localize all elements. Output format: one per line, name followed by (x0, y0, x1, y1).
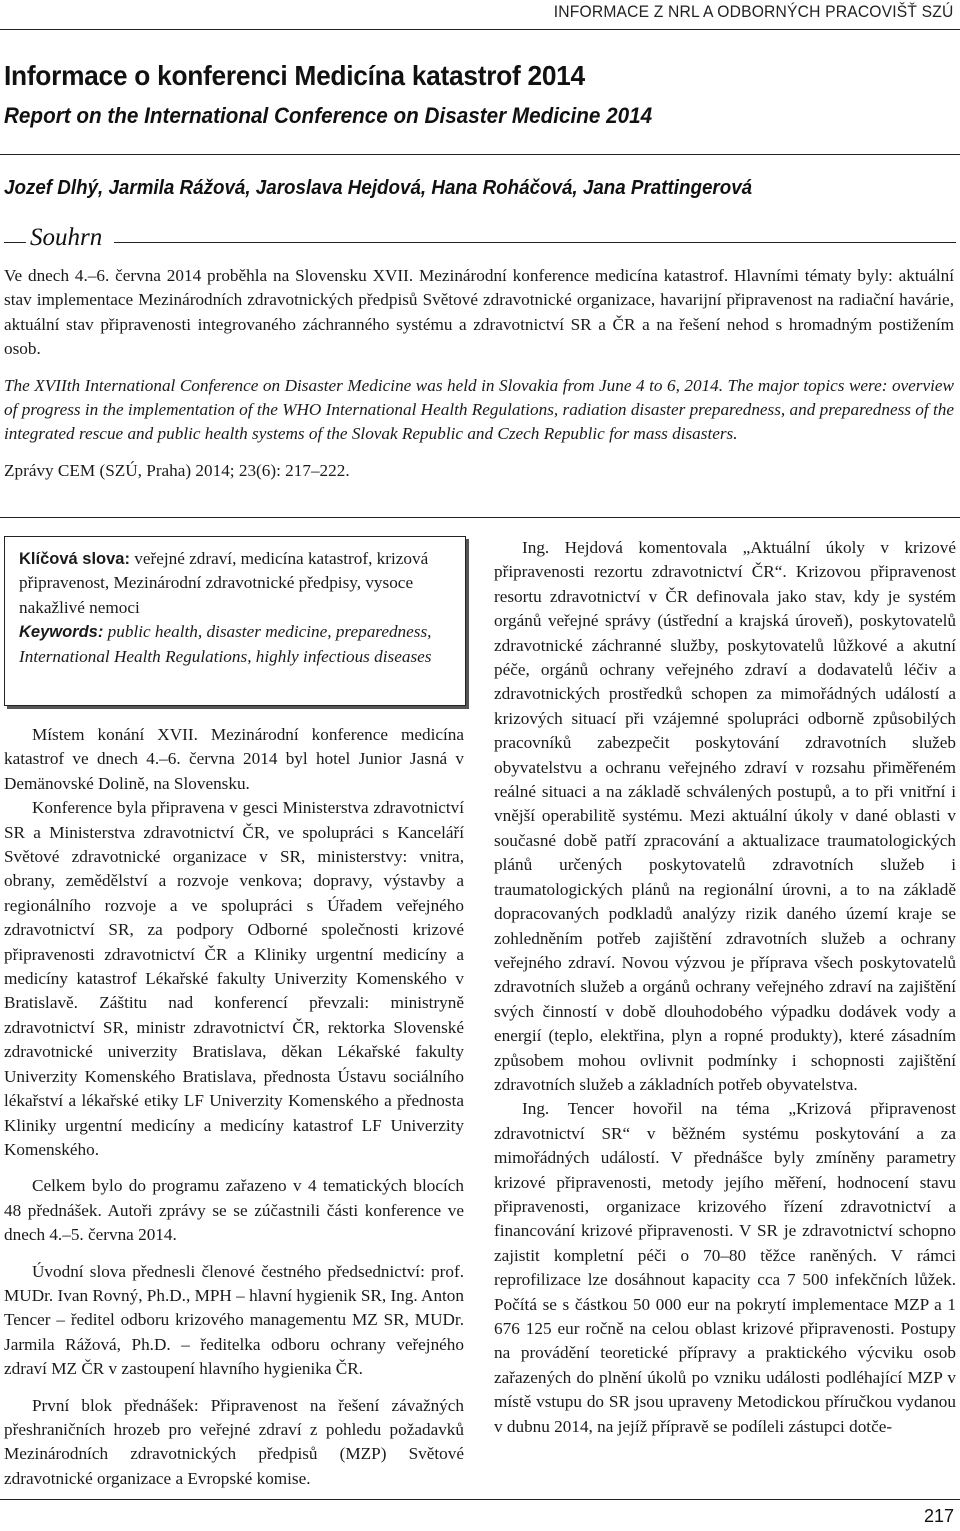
title-rule (0, 154, 960, 155)
citation: Zprávy CEM (SZÚ, Praha) 2014; 23(6): 217–222. (4, 460, 350, 480)
authors: Jozef Dlhý, Jarmila Rážová, Jaroslava Hejdová, Hana Roháčová, Jana Prattingerová (4, 177, 753, 199)
body-paragraph: Celkem bylo do programu zařazeno v 4 tematických blocích 48 přednášek. Autoři zprávy se se zúčastnili části konference ve dnech 4.–5. června 2014. (4, 1176, 464, 1245)
abstract-bottom-rule (0, 517, 960, 518)
body-paragraph: Ing. Tencer hovořil na téma „Krizová připravenost zdravotnictví SR“ v běžném systému poskytování a za mimořádných událostí. V přednášce byly zmíněny parametry krizové připravenosti, metody jejího měření, hodnocení stavu připravenosti, organizace krizového řízení zdravotnictví a financování krizové připravenosti. V SR je zdravotnictví schopno zajistit kompletní péči o 70–80 těžce raněných. V rámci reprofilizace lze dosáhnout kapacity cca 7 500 infekčních lůžek. Počítá se s částkou 50 000 eur na pokrytí implementace MZP a 1 676 125 eur ročně na celou oblast krizové připravenosti. Postupy na provádění teoretické přípravy a praktického výcviku osob zařazených do plnění úkolů po vzniku události podléhající MZP v místě vstupu do SR jsou upraveny Metodickou příručkou vydanou v dubnu 2014, na jejíž přípravě se podíleli zástupci dotče- (494, 1099, 956, 1436)
keywords-czech-list: veřejné zdraví, medicína katastrof, krizová připravenost, Mezinárodní zdravotnické předpisy, vysoce nakažlivé nemoci (19, 549, 429, 617)
keywords-label-czech: Klíčová slova: (19, 550, 130, 568)
abstract (4, 264, 954, 483)
keywords-label-english: Keywords: (19, 623, 104, 642)
abstract-rule-left (4, 242, 26, 243)
body-paragraph: Úvodní slova přednesli členové čestného předsednictví: prof. MUDr. Ivan Rovný, Ph.D., MPH – hlavní hygienik SR, Ing. Anton Tencer – ředitel odboru krizového managementu MZ SR, MUDr. Jarmila Rážová, Ph.D. – ředitelka odboru ochrany veřejného zdraví MZ ČR v zastoupení hlavního hygienika ČR. (4, 1261, 464, 1379)
article-title-english: Report on the International Conference on Disaster Medicine 2014 (4, 103, 653, 128)
keywords-english-list: public health, disaster medicine, preparedness, International Health Regulations, highly infectious diseases (19, 622, 432, 666)
keywords-czech (19, 547, 451, 620)
running-header: INFORMACE Z NRL A ODBORNÝCH PRACOVIŠŤ SZÚ (554, 2, 954, 21)
article-title: Informace o konferenci Medicína katastrof 2014 (4, 60, 585, 91)
keywords-text (19, 547, 451, 669)
header-rule (0, 29, 960, 30)
body-column-right (494, 536, 956, 1439)
abstract-english: The XVIIth International Conference on Disaster Medicine was held in Slovakia from June 4 to 6, 2014. The major topics were: overview of progress in the implementation of the WHO International Health Regulations, radiation disaster preparedness, and preparedness of the integrated rescue and public health systems of the Slovak Republic and Czech Republic for mass disasters. (4, 375, 954, 444)
abstract-czech: Ve dnech 4.–6. června 2014 proběhla na Slovensku XVII. Mezinárodní konference medicína katastrof. Hlavními tématy byly: aktuální stav implementace Mezinárodních zdravotnických předpisů Světové zdravotnické organizace, havarijní připravenost na radiační havárie, aktuální stav připravenosti integrovaného záchranného systému a zdravotnictví SR a ČR a na řešení nehod s hromadným postižením osob. (4, 266, 954, 359)
body-column-left (4, 723, 464, 1491)
abstract-heading: Souhrn (30, 224, 103, 251)
body-paragraph: První blok přednášek: Připravenost na řešení závažných přeshraničních hrozeb pro veřejné zdraví z pohledu požadavků Mezinárodních zdravotnických předpisů (MZP) Světové zdravotnické organizace a Evropské komise. (4, 1395, 464, 1488)
body-paragraph: Místem konání XVII. Mezinárodní konference medicína katastrof ve dnech 4.–6. června 2014 byl hotel Junior Jasná v Demänovské Dolině, na Slovensku. (4, 725, 464, 793)
keywords-english (19, 620, 451, 669)
keywords-box (4, 536, 466, 706)
body-paragraph: Ing. Hejdová komentovala „Aktuální úkoly v krizové připravenosti rezortu zdravotnictví ČR“. Krizovou připravenost resortu zdravotnictví v ČR definovala jako stav, kdy je systém orgánů veřejné správy (ústřední a krajská úroveň), poskytovatelů zdravotnické záchranné služby, poskytovatelů lůžkové a akutní péče, orgánů ochrany veřejného zdraví a dodavatelů léčiv a zdravotnických prostředků schopen za mimořádných událostí a krizových situací při vzájemné spolupráci odborně způsobilých pracovníků zabezpečit poskytování zdravotních služeb obyvatelstvu a ochranu veřejného zdraví v rozsahu přiměřeném reálné situaci a na základě schválených postupů, a to při vnitřní i vnější operabilitě systému. Mezi aktuální úkoly v dané oblasti v současné době patří zpracování a aktualizace traumatologických plánů určených poskytovatelů zdravotních služeb i traumatologických plánů na regionální úrovni, a to na základě dopracovaných podkladů analýzy rizik daného území kraje se zohledněním potřeb zajištění zdravotních služeb a ochrany veřejného zdraví. Novou výzvou je příprava všech poskytovatelů zdravotních služeb a orgánů ochrany veřejného zdraví na zajištění svých činností v době dlouhodobého výpadku dodávek vody a energií (teplo, elektřina, plyn a ropné produkty), které zásadním způsobem mohou ovlivnit podmínky i schopnosti zajištění zdravotních služeb a základních potřeb obyvatelstva. (494, 538, 956, 1094)
page-number: 217 (923, 1506, 954, 1526)
abstract-rule-right (114, 242, 956, 243)
footer-rule (0, 1499, 960, 1500)
body-paragraph: Konference byla připravena v gesci Ministerstva zdravotnictví SR a Ministerstva zdravotnictví ČR, ve spolupráci s Kanceláří Světové zdravotnické organizace v SR, ministerstvy: vnitra, obrany, zemědělství a rozvoje venkova; dopravy, výstavby a regionálního rozvoje a ve spolupráci s Úřadem veřejného zdravotnictví SR, za podpory Odborné společnosti krizové připravenosti zdravotnictví ČR a Kliniky urgentní medicíny a medicíny katastrof Lékařské fakulty Univerzity Komenského v Bratislavě. Záštitu nad konferencí převzali: ministryně zdravotnictví SR, ministr zdravotnictví ČR, rektorka Slovenské zdravotnické univerzity Bratislava, děkan Lékařské fakulty Univerzity Komenského Bratislava, přednosta Ústavu sociálního lékařství a lékařské etiky LF Univerzity Komenského a přednosta Kliniky urgentní medicíny a medicíny katastrof LF Univerzity Komenského. (4, 798, 464, 1159)
